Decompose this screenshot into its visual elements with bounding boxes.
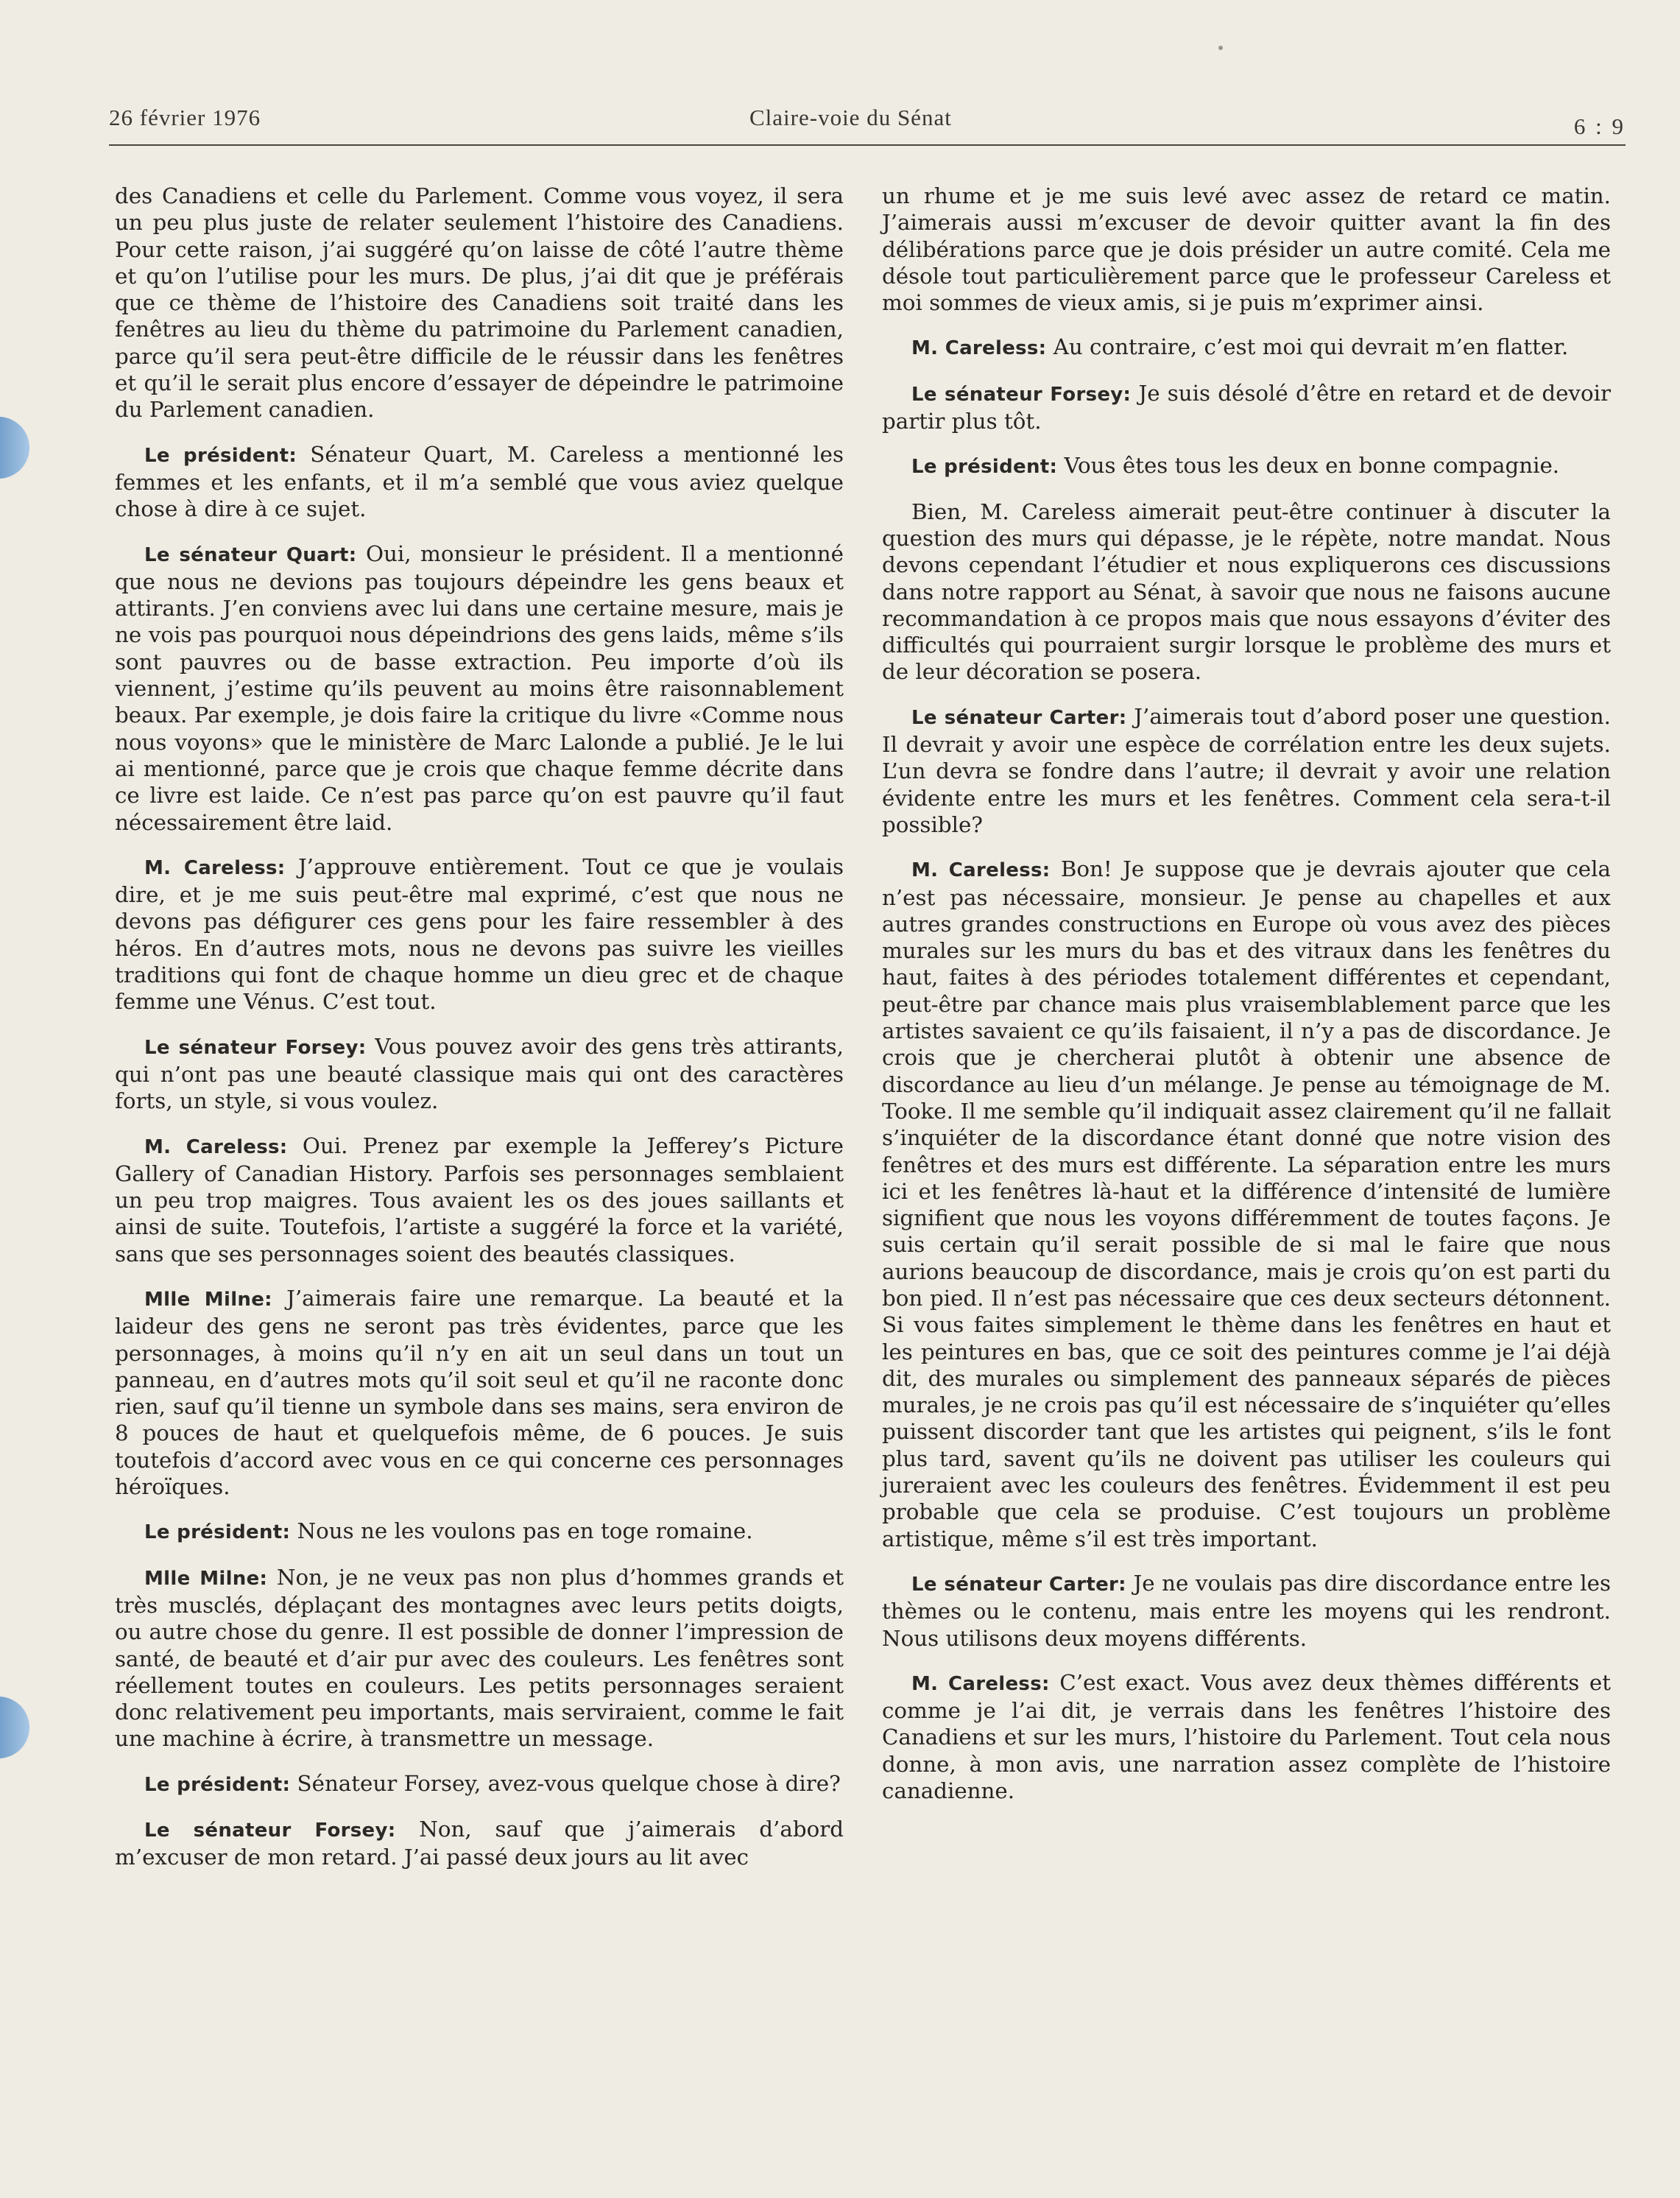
paragraph-text: Vous pouvez avoir des gens très attirants, qui n’ont pas une beauté classique mais qui ont des caractères forts, un style, si vous voulez. <box>115 1033 844 1114</box>
paragraph <box>115 1770 844 1798</box>
paragraph-text: Sénateur Quart, M. Careless a mentionné les femmes et les enfants, et il m’a semblé que vous aviez quelque chose à dire à ce sujet. <box>115 441 844 522</box>
paragraph-text: C’est exact. Vous avez deux thèmes différents et comme je l’ai dit, je verrais dans les fenêtres l’histoire des Canadiens et sur les murs, l’histoire du Parlement. Tout cela nous donne, à mon avis, une narration assez complète de l’histoire canadienne. <box>882 1669 1611 1804</box>
paragraph <box>882 334 1611 362</box>
binder-hole-top <box>0 417 29 479</box>
header-date: 26 février 1976 <box>109 105 261 130</box>
paragraph-text: Oui. Prenez par exemple la Jefferey’s Picture Gallery of Canadian History. Parfois ses personnages semblaient un peu trop maigres. Tous avaient les os des joues saillants et ainsi de suite. Toutefois, l’artiste a suggéré la force et la variété, sans que ses personnages soient des beautés classiques. <box>115 1133 844 1267</box>
speaker-label: M. Careless: <box>144 856 286 879</box>
paragraph-text: des Canadiens et celle du Parlement. Comme vous voyez, il sera un peu plus juste de relater seulement l’histoire des Canadiens. Pour cette raison, j’ai suggéré qu’on laisse de côté l’autre thème et qu’on l’utilise pour les murs. De plus, j’ai dit que je préférais que ce thème de l’histoire des Canadiens soit traité dans les fenêtres au lieu du thème du patrimoine du Parlement canadien, parce qu’il sera peut-être difficile de le réussir dans les fenêtres et qu’il le serait plus encore d’essayer de dépeindre le patrimoine du Parlement canadien. <box>115 183 844 423</box>
page-number: 6 : 9 <box>1573 113 1626 139</box>
paragraph-text: Bien, M. Careless aimerait peut-être continuer à discuter la question des murs qui dépasse, je le répète, notre mandat. Nous devons cependant l’étudier et nous expliquerons ces discussions dans notre rapport au Sénat, à savoir que nous ne faisons aucune recommandation à ce propos mais que nous essayons d’éviter des difficultés qui pourraient surgir lorsque le problème des murs et de leur décoration se posera. <box>882 499 1611 685</box>
paragraph <box>115 540 844 836</box>
header-title: Claire-voie du Sénat <box>749 105 952 130</box>
right-column <box>882 183 1611 1822</box>
paragraph-text: un rhume et je me suis levé avec assez de retard ce matin. J’aimerais aussi m’excuser de devoir quitter avant la fin des délibérations parce que je dois présider un autre comité. Cela me désole tout particulièrement parce que le professeur Careless et moi sommes de vieux amis, si je puis m’exprimer ainsi. <box>882 183 1611 316</box>
speaker-label: M. Careless: <box>144 1135 288 1158</box>
left-column <box>115 183 844 1889</box>
header-rule <box>109 144 1626 146</box>
paragraph <box>882 183 1611 316</box>
paragraph-text: Oui, monsieur le président. Il a mentionné que nous ne devions pas toujours dépeindre les gens beaux et attirants. J’en conviens avec lui dans une certaine mesure, mais je ne vois pas pourquoi nous dépeindrions des gens laids, même s’ils sont pauvres ou de basse extraction. Peu importe d’où ils viennent, j’estime qu’ils peuvent au moins être raisonnablement beaux. Par exemple, je dois faire la critique du livre «Comme nous nous voyons» que le ministère de Marc Lalonde a publié. Je le lui ai mentionné, parce que je crois que chaque femme décrite dans ce livre est laide. Ce n’est pas parce qu’on est pauvre qu’il faut nécessairement être laid. <box>115 540 844 835</box>
paragraph <box>115 1133 844 1267</box>
speaker-label: Le président: <box>911 456 1058 479</box>
paragraph-text: Je ne voulais pas dire discordance entre les thèmes ou le contenu, mais entre les moyens qui les rendront. Nous utilisons deux moyens différents. <box>882 1570 1611 1651</box>
paragraph <box>115 853 844 1015</box>
speaker-label: M. Careless: <box>911 337 1047 360</box>
speaker-label: Mlle Milne: <box>144 1288 272 1311</box>
paragraph <box>882 380 1611 435</box>
paragraph <box>882 1669 1611 1804</box>
binder-hole-bottom <box>0 1697 29 1758</box>
speaker-label: Le président: <box>144 1521 291 1544</box>
paragraph <box>115 1564 844 1753</box>
paragraph <box>882 499 1611 686</box>
speaker-label: Le président: <box>144 1773 291 1796</box>
speaker-label: Le président: <box>144 444 297 467</box>
paragraph-text: Non, je ne veux pas non plus d’hommes grands et très musclés, déplaçant des montagnes avec leurs petits doigts, ou autre chose du genre. Il est possible de donner l’impression de santé, de beauté et d’air pur avec des couleurs. Les fenêtres sont réellement toutes en couleurs. Les petits personnages seraient donc relativement peu importants, mais serviraient, comme le fait une machine à écrire, à transmettre un message. <box>115 1564 844 1752</box>
paragraph <box>115 183 844 423</box>
paragraph-text: J’aimerais faire une remarque. La beauté et la laideur des gens ne seront pas très évidentes, parce que les personnages, à moins qu’il n’y en ait un seul dans un tout un panneau, en d’autres mots qu’il soit seul et qu’il ne raconte donc rien, sauf qu’il tienne un symbole dans ses mains, sera environ de 8 pouces de haut et quelquefois même, de 6 pouces. Je suis toutefois d’accord avec vous en ce qui concerne ces personnages héroïques. <box>115 1285 844 1500</box>
speaker-label: M. Careless: <box>911 859 1051 882</box>
speaker-label: Le sénateur Forsey: <box>911 383 1132 406</box>
paragraph-text: J’aimerais tout d’abord poser une question. Il devrait y avoir une espèce de corrélation entre les deux sujets. L’un devra se fondre dans l’autre; il devrait y avoir une relation évidente entre les murs et les fenêtres. Comment cela sera-t-il possible? <box>882 703 1611 837</box>
paragraph-text: Nous ne les voulons pas en toge romaine. <box>297 1518 753 1544</box>
paper-speck <box>1218 46 1223 50</box>
speaker-label: Le sénateur Forsey: <box>144 1820 396 1842</box>
paragraph-text: Bon! Je suppose que je devrais ajouter que cela n’est pas nécessaire, monsieur. Je pense au chapelles et aux autres grandes constructions en Europe où vous avez des pièces murales sur les murs du bas et des vitraux dans les fenêtres du haut, faites à des périodes totalement différentes et cependant, peut-être par chance mais plus vraisemblablement parce que les artistes savaient ce qu’ils faisaient, il n’y a pas de discordance. Je crois que je chercherai plutôt à obtenir une absence de discordance au lieu d’un mélange. Je pense au témoignage de M. Tooke. Il me semble qu’il indiquait assez clairement qu’il ne fallait s’inquiéter de la discordance étant donné que notre vision des fenêtres et des murs est différente. La séparation entre les murs ici et les fenêtres là-haut et la différence d’intensité de lumière signifient que nous les voyons différemment de toutes façons. Je suis certain qu’il serait possible de si mal le faire que nous aurions beaucoup de discordance, mais je crois qu’on est parti du bon pied. Il n’est pas nécessaire que ces deux secteurs détonnent. Si vous faites simplement le thème dans les fenêtres en haut et les peintures en bas, que ce soit des peintures comme je l’ai déjà dit, des murales ou simplement des panneaux séparés de pièces murales, je ne crois pas qu’il est nécessaire de s’inquiéter qu’elles puissent discorder tant que les artistes qui peignent, s’ils le font plus tard, savent qu’ils ne doivent pas utiliser les couleurs qui jureraient avec les couleurs des fenêtres. Évidemment il est peu probable que cela se produise. C’est toujours un problème artistique, même s’il est très important. <box>882 856 1611 1551</box>
speaker-label: Le sénateur Forsey: <box>144 1036 367 1059</box>
paragraph-text: Non, sauf que j’aimerais d’abord m’excuser de mon retard. J’ai passé deux jours au lit avec <box>115 1817 844 1870</box>
speaker-label: Le sénateur Quart: <box>144 543 357 566</box>
paragraph-text: Je suis désolé d’être en retard et de devoir partir plus tôt. <box>882 380 1611 434</box>
speaker-label: Le sénateur Carter: <box>911 706 1127 729</box>
paragraph-text: Vous êtes tous les deux en bonne compagnie. <box>1064 453 1560 479</box>
paragraph-text: Sénateur Forsey, avez-vous quelque chose à dire? <box>297 1770 841 1796</box>
paragraph <box>882 703 1611 838</box>
paragraph <box>115 1518 844 1546</box>
paragraph <box>115 1816 844 1871</box>
speaker-label: M. Careless: <box>911 1672 1050 1695</box>
paragraph <box>115 441 844 523</box>
paragraph <box>115 1285 844 1500</box>
paragraph <box>882 452 1611 480</box>
running-header <box>109 105 1626 149</box>
paragraph <box>882 1570 1611 1652</box>
paragraph <box>882 856 1611 1552</box>
speaker-label: Le sénateur Carter: <box>911 1573 1126 1596</box>
speaker-label: Mlle Milne: <box>144 1567 268 1590</box>
paragraph-text: Au contraire, c’est moi qui devrait m’en flatter. <box>1053 334 1569 360</box>
paragraph <box>115 1033 844 1115</box>
paragraph-text: J’approuve entièrement. Tout ce que je voulais dire, et je me suis peut-être mal exprimé, c’est que nous ne devons pas défigurer ces gens pour les faire ressembler à des héros. En d’autres mots, nous ne devons pas suivre les vieilles traditions qui font de chaque homme un dieu grec et de chaque femme une Vénus. C’est tout. <box>115 853 844 1015</box>
